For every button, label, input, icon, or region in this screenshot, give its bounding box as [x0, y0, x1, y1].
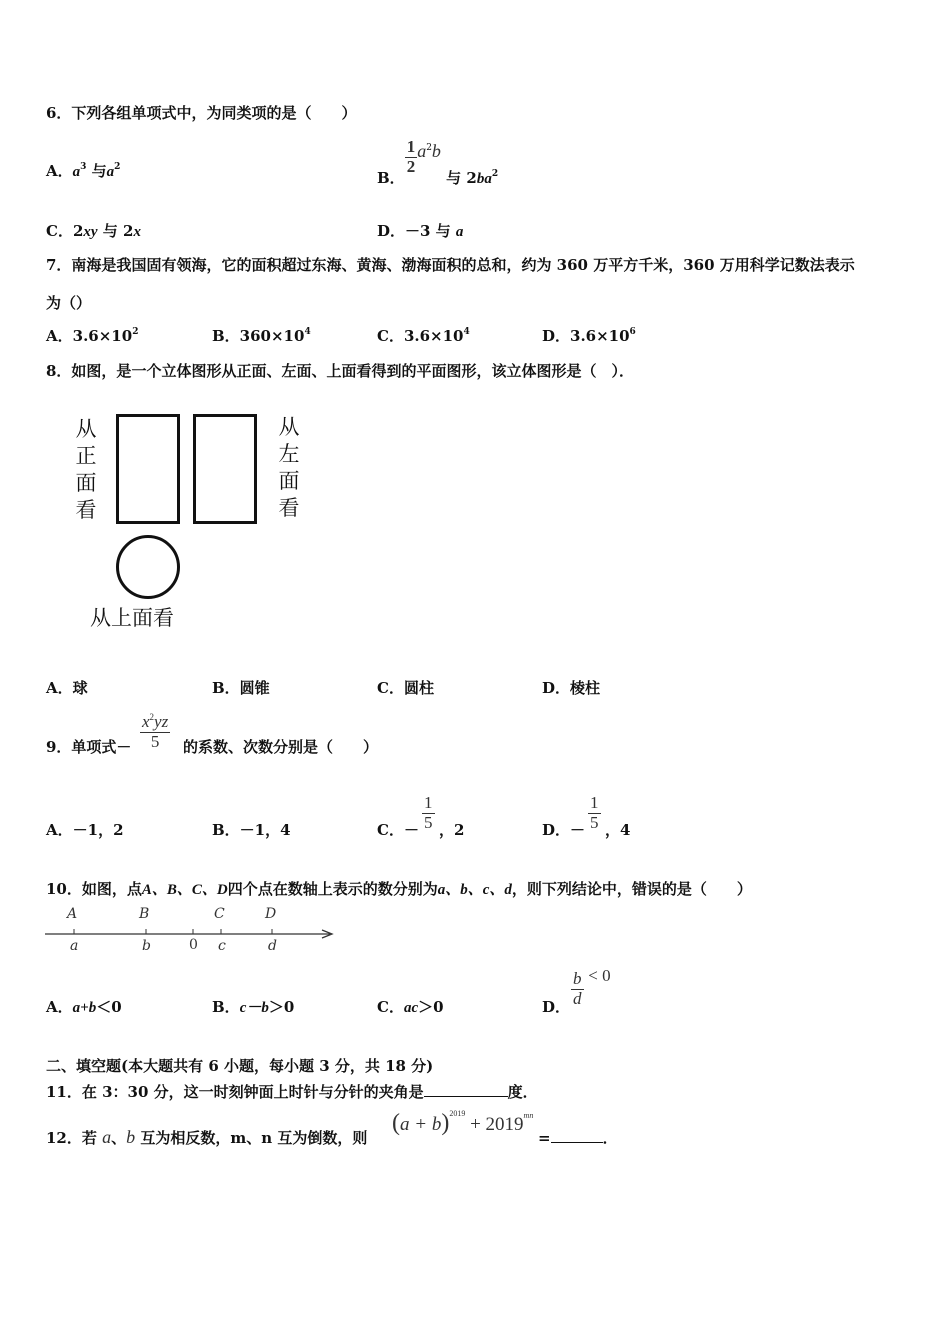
q11-stem: 11．在 3：30 分，这一时刻钟面上时针与分针的夹角是 度． [46, 1083, 538, 1101]
front-view-label: 从 正 面 看 [75, 417, 97, 522]
value-b-label: b [142, 938, 151, 954]
q6-option-c: C．2xy 与 2x [46, 222, 141, 240]
q9-option-d-fraction: $\frac{1}{5}$ [590, 793, 599, 832]
q7-option-d: D．$3.6\times 10^6$ [542, 327, 636, 345]
q12-answer: = ． [538, 1129, 618, 1147]
point-a-label: A [67, 906, 78, 922]
q9-stem-suffix: 的系数、次数分别是（ ） [183, 738, 379, 756]
section-2-title: 二、填空题(本大题共有 6 小题，每小题 3 分，共 18 分) [46, 1057, 434, 1075]
q10-option-c: C．ac＞0 [377, 998, 444, 1016]
q8-option-c: C．圆柱 [377, 679, 434, 697]
q9-option-b: B．－1，4 [212, 821, 291, 839]
q10-option-b: B．c－b＞0 [212, 998, 295, 1016]
left-view-label: 从 左 面 看 [278, 415, 300, 520]
number-line [40, 900, 340, 960]
q8-option-b: B．圆锥 [212, 679, 270, 697]
point-c-label: C [214, 906, 225, 922]
q6-option-d: D．－3 与 a [377, 222, 464, 240]
q10-option-d-fraction: $\frac{b}{d}$ < 0 [573, 966, 611, 1008]
q10-option-a: A．a+b＜0 [46, 998, 122, 1016]
q12-stem-prefix: 12．若 a、b 互为相反数，m、n 互为倒数，则 [46, 1127, 368, 1147]
q9-stem-prefix: 9．单项式－ [46, 738, 132, 756]
q8-stem: 8．如图，是一个立体图形从正面、左面、上面看得到的平面图形，该立体图形是（ ）． [46, 362, 634, 380]
q6-option-b: B． $\frac{1}{2}$ $a^2b$ 与 $2ba^2$ [377, 137, 499, 188]
q12-expression: $(a + b)^{2019} + 2019^{mn}$ [392, 1109, 534, 1136]
q6-option-a: A．$a^3$ 与$a^2$ [46, 162, 121, 180]
left-view-rectangle [193, 414, 257, 524]
q9-option-a: A．－1，2 [46, 821, 124, 839]
origin-label: 0 [189, 937, 198, 953]
front-view-rectangle [116, 414, 180, 524]
q9-option-d: D．－ [542, 821, 586, 839]
q8-option-d: D．棱柱 [542, 679, 601, 697]
q9-fraction: $\frac{x^2yz}{5}$ [142, 712, 169, 751]
value-a-label: a [70, 938, 79, 954]
q10-stem: 10．如图，点A、B、C、D四个点在数轴上表示的数分别为a、b、c、d，则下列结论中，错误的是（ ） [46, 880, 752, 898]
q10-option-d: D． [542, 998, 571, 1016]
q7-option-a: A．$3.6\times 10^2$ [46, 327, 139, 345]
q7-stem-line1: 7．南海是我国固有领海，它的面积超过东海、黄海、渤海面积的总和，约为 360 万平方千米，360 万用科学记数法表示 [46, 256, 855, 274]
q9-option-c-suffix: ，2 [439, 821, 465, 839]
q12-answer-blank[interactable] [551, 1142, 603, 1143]
q9-option-c: C．－ [377, 821, 419, 839]
value-c-label: c [218, 938, 226, 954]
q9-option-d-suffix: ，4 [605, 821, 631, 839]
q8-option-a: A．球 [46, 679, 88, 697]
top-view-circle [116, 535, 180, 599]
q7-option-b: B．$360\times 10^4$ [212, 327, 311, 345]
q6-stem: 6．下列各组单项式中，为同类项的是（ ） [46, 104, 357, 122]
q7-option-c: C．$3.6\times 10^4$ [377, 327, 470, 345]
value-d-label: d [268, 938, 277, 954]
q9-option-c-fraction: $\frac{1}{5}$ [424, 793, 433, 832]
point-b-label: B [139, 906, 150, 922]
point-d-label: D [265, 906, 277, 922]
q7-stem-line2: 为（） [46, 294, 92, 312]
top-view-label: 从上面看 [90, 606, 174, 630]
q11-answer-blank[interactable] [424, 1096, 508, 1097]
